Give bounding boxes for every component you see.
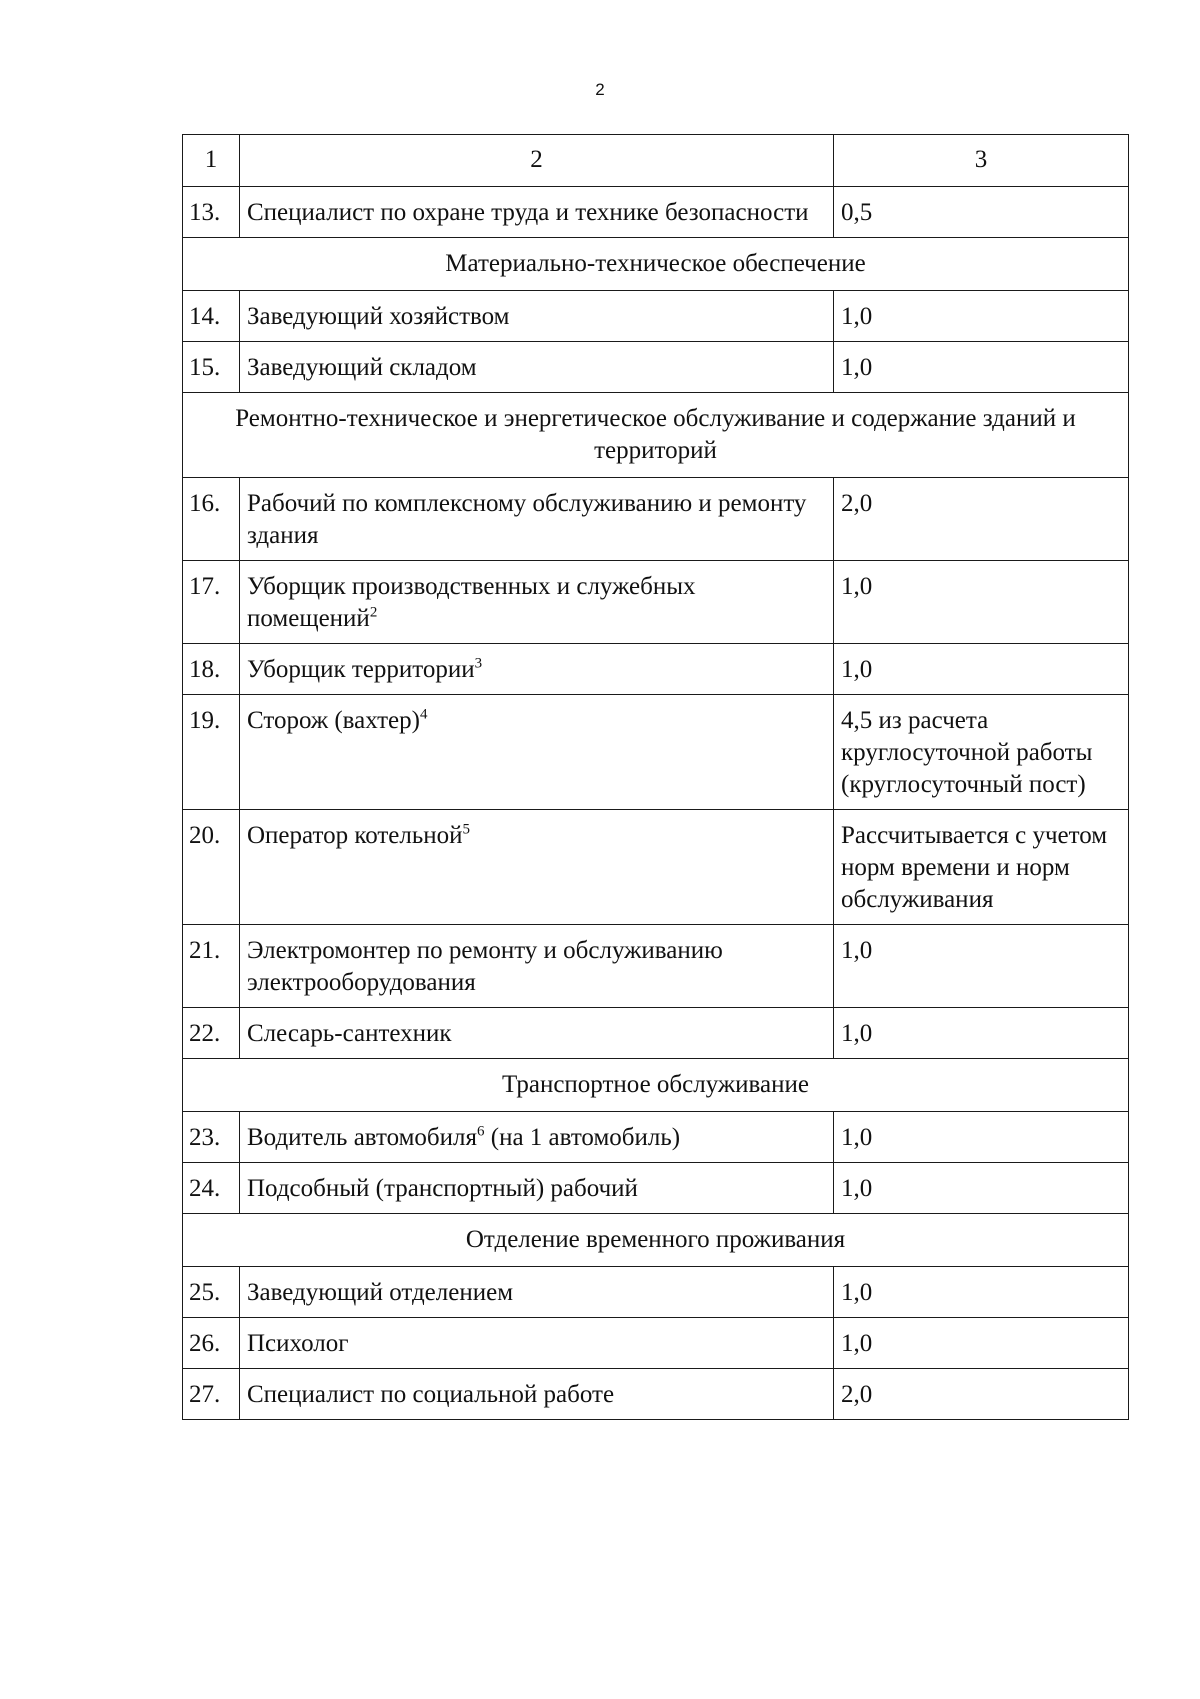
staff-units: 1,0 [834,925,1129,1008]
table-row [183,1112,1129,1163]
staff-units: 2,0 [834,478,1129,561]
table-row [183,478,1129,561]
table-row [183,561,1129,644]
row-number: 20. [183,810,240,925]
footnote-mark: 6 [477,1123,485,1140]
staff-units: 1,0 [834,1112,1129,1163]
footnote-mark: 4 [419,706,428,723]
staff-units: 1,0 [834,561,1129,644]
position-title: Сторож (вахтер)$^4$ [240,695,834,810]
row-number: 17. [183,561,240,644]
staff-units: 1,0 [834,644,1129,695]
row-number: 24. [183,1163,240,1214]
section-title: Транспортное обслуживание [183,1059,1129,1112]
table-row [183,1318,1129,1369]
position-title: Уборщик территории$^3$ [240,644,834,695]
staff-units: 1,0 [834,1318,1129,1369]
page-number: 2 [595,80,605,99]
position-title: Уборщик производственных и служебных помещений$^2$ [240,561,834,644]
table-row [183,291,1129,342]
staff-units: 4,5 из расчета круглосуточной работы (круглосуточный пост) [834,695,1129,810]
table-row [183,810,1129,925]
section-title: Ремонтно-техническое и энергетическое обслуживание и содержание зданий и территорий [183,393,1129,478]
table-row [183,1267,1129,1318]
position-title: Слесарь-сантехник [240,1008,834,1059]
section-row [183,1214,1129,1267]
staff-units: 1,0 [834,1267,1129,1318]
staff-units: 1,0 [834,1008,1129,1059]
section-title: Материально-техническое обеспечение [183,238,1129,291]
position-title: Подсобный (транспортный) рабочий [240,1163,834,1214]
table-row [183,644,1129,695]
position-title: Электромонтер по ремонту и обслуживанию электрооборудования [240,925,834,1008]
staff-units: Рассчитывается с учетом норм времени и норм обслуживания [834,810,1129,925]
header-col-2: 2 [240,135,834,187]
position-title: Заведующий складом [240,342,834,393]
row-number: 16. [183,478,240,561]
header-col-1: 1 [183,135,240,187]
row-number: 15. [183,342,240,393]
row-number: 26. [183,1318,240,1369]
position-title: Психолог [240,1318,834,1369]
staff-units: 1,0 [834,1163,1129,1214]
position-title: Заведующий хозяйством [240,291,834,342]
staff-units: 2,0 [834,1369,1129,1420]
table-row [183,1008,1129,1059]
position-title: Оператор котельной$^5$ [240,810,834,925]
section-row [183,238,1129,291]
position-title: Водитель автомобиля$^6$ (на 1 автомобиль) [240,1112,834,1163]
position-title: Заведующий отделением [240,1267,834,1318]
section-title: Отделение временного проживания [183,1214,1129,1267]
row-number: 14. [183,291,240,342]
row-number: 19. [183,695,240,810]
row-number: 22. [183,1008,240,1059]
row-number: 27. [183,1369,240,1420]
table-header-row [183,135,1129,187]
table-row [183,187,1129,238]
section-row [183,393,1129,478]
table-row [183,342,1129,393]
staff-units: 0,5 [834,187,1129,238]
staff-units: 1,0 [834,291,1129,342]
footnote-mark: 5 [462,821,471,838]
table-row [183,925,1129,1008]
header-col-3: 3 [834,135,1129,187]
table-row [183,1369,1129,1420]
row-number: 25. [183,1267,240,1318]
row-number: 18. [183,644,240,695]
position-title: Рабочий по комплексному обслуживанию и ремонту здания [240,478,834,561]
footnote-mark: 3 [474,655,483,672]
row-number: 13. [183,187,240,238]
row-number: 21. [183,925,240,1008]
section-row [183,1059,1129,1112]
row-number: 23. [183,1112,240,1163]
position-title: Специалист по охране труда и технике безопасности [240,187,834,238]
staff-table [182,134,1129,1420]
footnote-mark: 2 [369,604,378,621]
table-row [183,1163,1129,1214]
table-row [183,695,1129,810]
position-title: Специалист по социальной работе [240,1369,834,1420]
staff-units: 1,0 [834,342,1129,393]
